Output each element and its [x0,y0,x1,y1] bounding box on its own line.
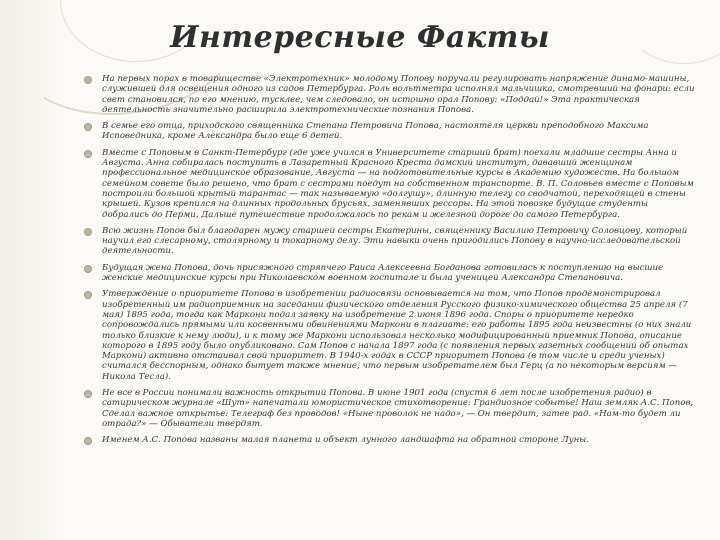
fact-paragraph [84,74,696,115]
facts-list [84,74,696,452]
fact-paragraph [84,226,696,257]
fact-text: Вместе с Поповым в Санкт-Петербург (где уже учился в Университете старший брат) поехали младшие сестры Анна и Августа. Анна собиралась поступить в Лазаретный Красного Креста дамский институт, дававший женщинам профессиональное медицинское образование, Августа — на подготовительные курсы в Академию художеств. На большом семейном совете было решено, что брат с сестрами поедут на собственном транспорте. В. П. Соловьев вместе с Поповым построили большой крытый тарантас — так называемую «долгушу», длинную телегу со сводчатой, переходящей в стены крышей. Кузов крепился на длинных продольных брусьях, заменявших рессоры. На этой повозке будущие студенты добрались до Перми. Дальше путешествие продолжалось по рекам и железной дороге до самого Петербурга. [102,147,694,220]
fact-text: В семье его отца, приходского священника Степана Петровича Попова, настоятеля церкви преподобного Максима Исповедника, кроме Александра было еще 6 детей. [102,121,649,142]
bullet-icon [84,390,92,398]
bullet-icon [84,228,92,236]
fact-text: Утверждение о приоритете Попова в изобретении радиосвязи основывается на том, что Попов продемонстрировал изобретенный им радиоприемник на заседании физического отделения Русского физико-химического общества 25 апреля (7 мая) 1895 года, тогда как Маркони подал заявку на изобретение 2 июня 1896 года. Споры о приоритете нередко сопровождались прямыми или косвенными обвинениями Маркони в плагиате: его работы 1895 года неизвестны (о них знали только близкие к нему люди), и к тому же Маркони использовал несколько модифицированный приемник Попова, описание которого в 1895 году было опубликовано. Сам Попов с начала 1897 года (с появления первых газетных сообщений об опытах Маркони) активно отстаивал свой приоритет. В 1940-х годах в СССР приоритет Попова (в том числе и среди ученых) считался бесспорным, однако бытует также мнение, что первым изобретателем был Герц (а по некоторым версиям — Никола Тесла). [102,289,692,382]
fact-paragraph [84,148,696,220]
fact-text: Именем А.С. Попова названы малая планета и объект лунного ландшафта на обратной стороне Луны. [102,435,590,446]
bullet-icon [84,291,92,299]
slide-title: Интересные Факты [170,20,550,55]
fact-paragraph [84,263,696,284]
bullet-icon [84,437,92,445]
fact-paragraph [84,289,696,382]
bullet-icon [84,265,92,273]
fact-text: Будущая жена Попова, дочь присяжного стряпчего Раиса Алексеевна Богданова готовилась к поступлению на высшие женские медицинские курсы при Николаевском военном госпитале и была ученицей Александра Степановича. [102,262,664,284]
fact-text: На первых порах в товариществе «Электротехник» молодому Попову поручали регулировать напряжение динамо-машины, служившей для освещения одного из садов Петербурга. Роль вольтметра исполнял мальчишка, смотревший на фонари: если свет становился, по его мнению, тусклее, чем следовало, он истошно орал Попову: «Поддай!» Эта практическая деятельность значительно расширила электротехнические познания Попова. [102,74,695,115]
fact-paragraph [84,435,696,445]
bullet-icon [84,123,92,131]
fact-text: Не все в России понимали важность открытий Попова. В июне 1901 года (спустя 6 лет после изобретения радио) в сатирическом журнале «Шут» напечатали юмористическое стихотворение: Грандиозное событье! Наш земляк А.С. Попов, Сделал важное открытье: Телеграф без проводов! «Ныне проволок не надо», — Он твердит, затее рад. «Нам-то будет ли отрада?» — Обыватели твердят. [102,388,694,429]
bullet-icon [84,150,92,158]
fact-paragraph [84,388,696,429]
fact-text: Всю жизнь Попов был благодарен мужу старшей сестры Екатерины, священнику Василию Петровичу Соловцову, который научил его слесарному, столярному и токарному делу. Эти навыки очень пригодились Попову в научно-исследовательской деятельности. [102,225,688,257]
fact-paragraph [84,121,696,142]
bullet-icon [84,76,92,84]
